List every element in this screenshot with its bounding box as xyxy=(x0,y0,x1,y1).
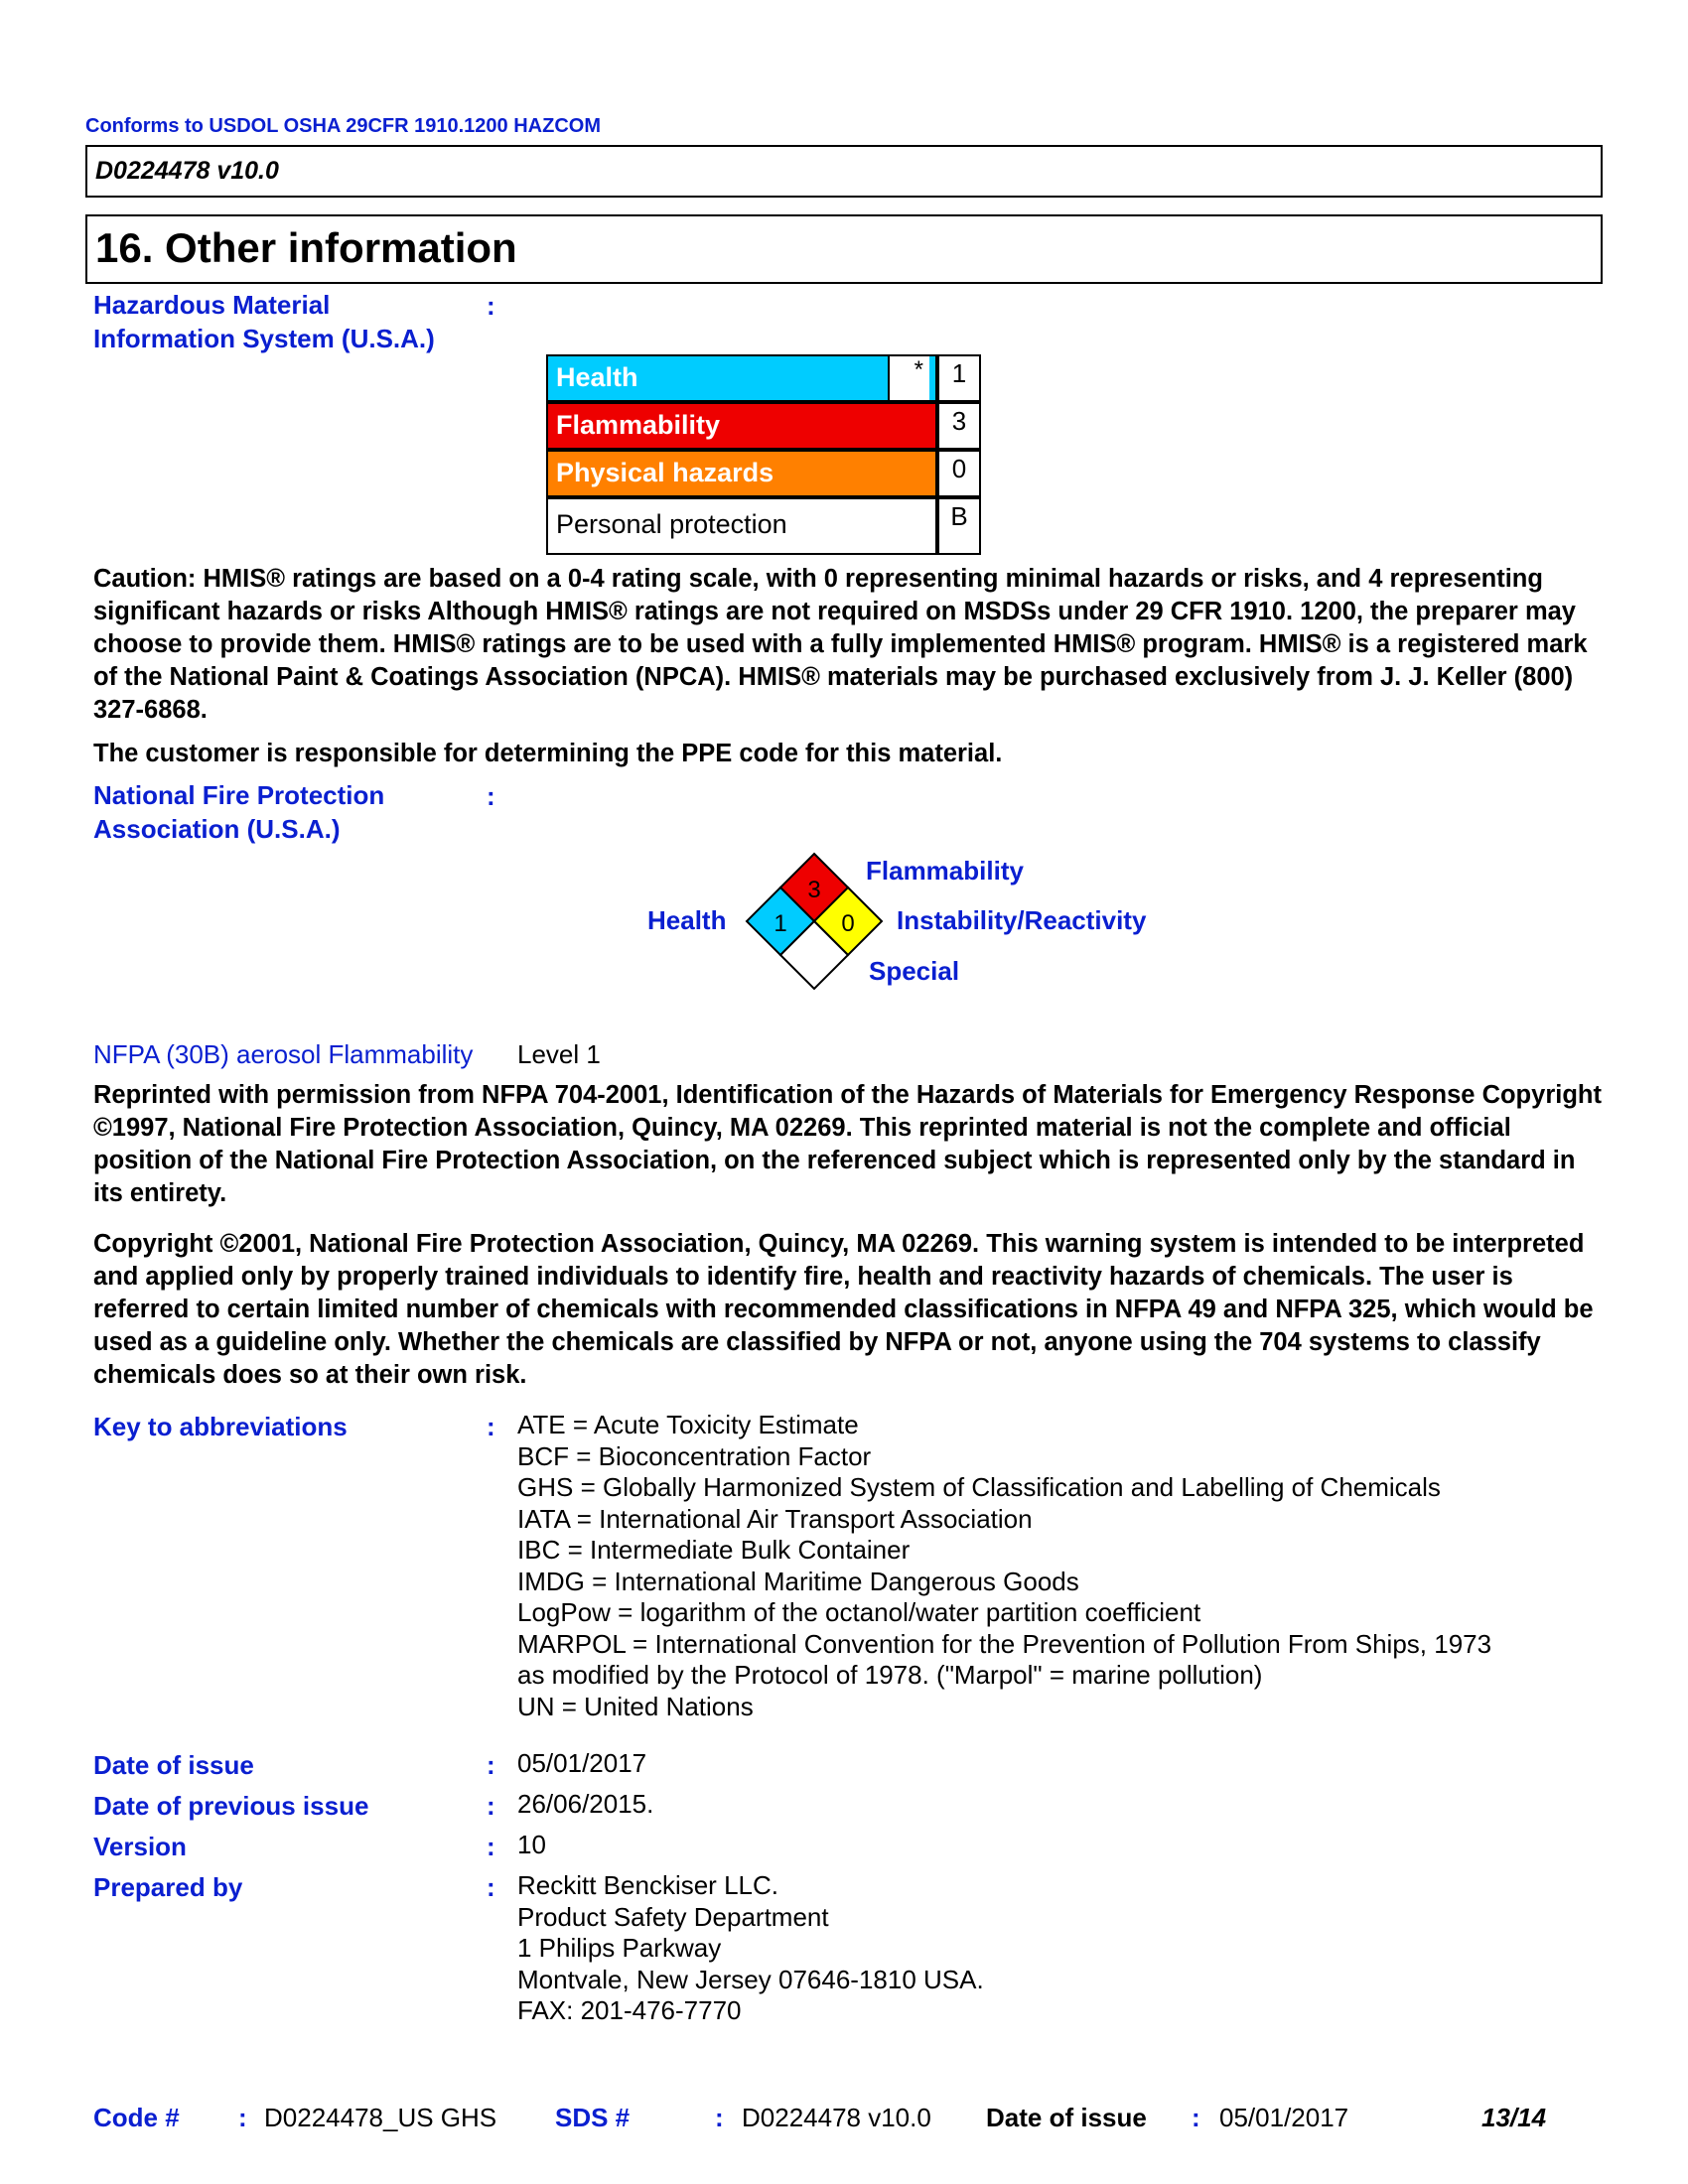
nfpa-copyright-notice: Copyright ©2001, National Fire Protection Association, Quincy, MA 02269. This warning system is intended to be interpreted and applied only by properly trained individuals to identify fire, health and reactivity hazards of chemicals. The user is referred to certain limited number of chemicals with recommended classifications in NFPA 49 and NFPA 325, which would be used as a guideline only. Whether the chemicals are classified by NFPA or not, anyone using the 704 systems to classify chemicals does so at their own risk. xyxy=(93,1230,1594,1389)
hmis-health-value: 1 xyxy=(937,354,981,402)
hmis-label-line1: Hazardous Material xyxy=(93,290,331,320)
hmis-label xyxy=(93,288,435,355)
nfpa-health-value: 1 xyxy=(774,910,787,937)
nfpa-instability-label: Instability/Reactivity xyxy=(897,905,1147,935)
footer-sds-colon: : xyxy=(715,2103,724,2132)
aerosol-flammability-value: Level 1 xyxy=(517,1039,601,1069)
nfpa-special-label: Special xyxy=(869,956,960,986)
abbreviations-colon: : xyxy=(487,1412,495,1441)
abbreviation-line: BCF = Bioconcentration Factor xyxy=(517,1440,872,1471)
date-of-issue-label: Date of issue xyxy=(93,1750,254,1780)
section-title: 16. Other information xyxy=(95,224,517,271)
prepared-by-colon: : xyxy=(487,1872,495,1902)
version-value: 10 xyxy=(517,1830,546,1859)
version-colon: : xyxy=(487,1832,495,1861)
nfpa-label-line2: Association (U.S.A.) xyxy=(93,814,341,844)
abbreviation-line: GHS = Globally Harmonized System of Classification and Labelling of Chemicals xyxy=(517,1472,1441,1502)
abbreviation-line: as modified by the Protocol of 1978. ("Marpol" = marine pollution) xyxy=(517,1660,1263,1690)
nfpa-diamond xyxy=(745,852,884,991)
prepared-by-line: FAX: 201-476-7770 xyxy=(517,1995,742,2025)
hmis-physical-value: 0 xyxy=(937,450,981,497)
section-heading-box xyxy=(85,214,1603,284)
nfpa-flammability-label: Flammability xyxy=(866,856,1024,886)
previous-issue-label: Date of previous issue xyxy=(93,1791,369,1821)
hmis-health-label: Health xyxy=(546,354,937,402)
version-label: Version xyxy=(93,1832,187,1861)
previous-issue-value: 26/06/2015. xyxy=(517,1789,654,1819)
prepared-by-address xyxy=(517,1870,984,2027)
hmis-ppe-value: B xyxy=(937,497,981,555)
page-number: 13/14 xyxy=(1481,2103,1547,2132)
footer-code-colon: : xyxy=(238,2103,247,2132)
nfpa-label-line1: National Fire Protection xyxy=(93,780,385,810)
hmis-row-personal-protection xyxy=(546,497,981,555)
hmis-caution-text: Caution: HMIS® ratings are based on a 0-4 rating scale, with 0 representing minimal hazards or risks, and 4 representing significant hazards or risks Although HMIS® ratings are not required on MSDSs under 29 CFR 1910. 1200, the preparer may choose to provide them. HMIS® ratings are to be used with a fully implemented HMIS® program. HMIS® is a registered mark of the National Paint & Coatings Association (NPCA). HMIS® materials may be purchased exclusively from J. J. Keller (800) 327-6868. xyxy=(93,565,1588,724)
hmis-label-line2: Information System (U.S.A.) xyxy=(93,324,435,353)
document-id-box xyxy=(85,145,1603,198)
prepared-by-line: 1 Philips Parkway xyxy=(517,1933,722,1963)
hmis-flammability-label: Flammability xyxy=(546,402,937,450)
hmis-rating-table xyxy=(546,354,981,555)
nfpa-label xyxy=(93,778,384,846)
conformity-statement: Conforms to USDOL OSHA 29CFR 1910.1200 HAZCOM xyxy=(85,115,601,137)
prepared-by-line: Product Safety Department xyxy=(517,1901,829,1932)
abbreviation-line: LogPow = logarithm of the octanol/water partition coefficient xyxy=(517,1597,1201,1627)
date-of-issue-colon: : xyxy=(487,1750,495,1780)
abbreviations-list xyxy=(517,1410,1491,1722)
footer-date-colon: : xyxy=(1192,2103,1200,2132)
hmis-ppe-label: Personal protection xyxy=(546,497,937,555)
prepared-by-label: Prepared by xyxy=(93,1872,243,1902)
prepared-by-line: Montvale, New Jersey 07646-1810 USA. xyxy=(517,1964,984,1994)
hmis-chronic-marker: * xyxy=(888,356,929,400)
footer-sds-label: SDS # xyxy=(555,2103,631,2132)
footer-code-value: D0224478_US GHS xyxy=(264,2103,497,2132)
nfpa-reprint-notice: Reprinted with permission from NFPA 704-2001, Identification of the Hazards of Materials for Emergency Response Copyright ©1997, National Fire Protection Association, Quincy, MA 02269. This reprinted material is not the complete and official position of the National Fire Protection Association, on the referenced subject which is represented only by the standard in its entirety. xyxy=(93,1081,1602,1207)
hmis-row-flammability xyxy=(546,402,981,450)
document-id: D0224478 v10.0 xyxy=(95,157,279,185)
hmis-row-health xyxy=(546,354,981,402)
footer-code-label: Code # xyxy=(93,2103,180,2132)
abbreviation-line: MARPOL = International Convention for the Prevention of Pollution From Ships, 1973 xyxy=(517,1628,1492,1659)
footer-sds-value: D0224478 v10.0 xyxy=(742,2103,931,2132)
hmis-physical-label: Physical hazards xyxy=(546,450,937,497)
hmis-row-physical-hazards xyxy=(546,450,981,497)
footer-date-label: Date of issue xyxy=(986,2103,1147,2132)
abbreviation-line: ATE = Acute Toxicity Estimate xyxy=(517,1410,859,1439)
nfpa-health-label: Health xyxy=(647,905,727,935)
abbreviation-line: IATA = International Air Transport Association xyxy=(517,1503,1033,1534)
abbreviation-line: UN = United Nations xyxy=(517,1691,754,1721)
aerosol-flammability-label: NFPA (30B) aerosol Flammability xyxy=(93,1039,474,1069)
date-of-issue-value: 05/01/2017 xyxy=(517,1748,647,1778)
nfpa-colon: : xyxy=(487,781,495,811)
nfpa-flammability-value: 3 xyxy=(807,877,821,903)
hmis-flammability-value: 3 xyxy=(937,402,981,450)
abbreviations-label: Key to abbreviations xyxy=(93,1412,348,1441)
hmis-colon: : xyxy=(487,291,495,321)
nfpa-instability-value: 0 xyxy=(841,910,855,937)
abbreviation-line: IBC = Intermediate Bulk Container xyxy=(517,1535,911,1565)
previous-issue-colon: : xyxy=(487,1791,495,1821)
abbreviation-line: IMDG = International Maritime Dangerous Goods xyxy=(517,1566,1079,1596)
prepared-by-line: Reckitt Benckiser LLC. xyxy=(517,1870,778,1900)
footer-date-value: 05/01/2017 xyxy=(1219,2103,1349,2132)
ppe-customer-note: The customer is responsible for determining the PPE code for this material. xyxy=(93,740,1003,767)
